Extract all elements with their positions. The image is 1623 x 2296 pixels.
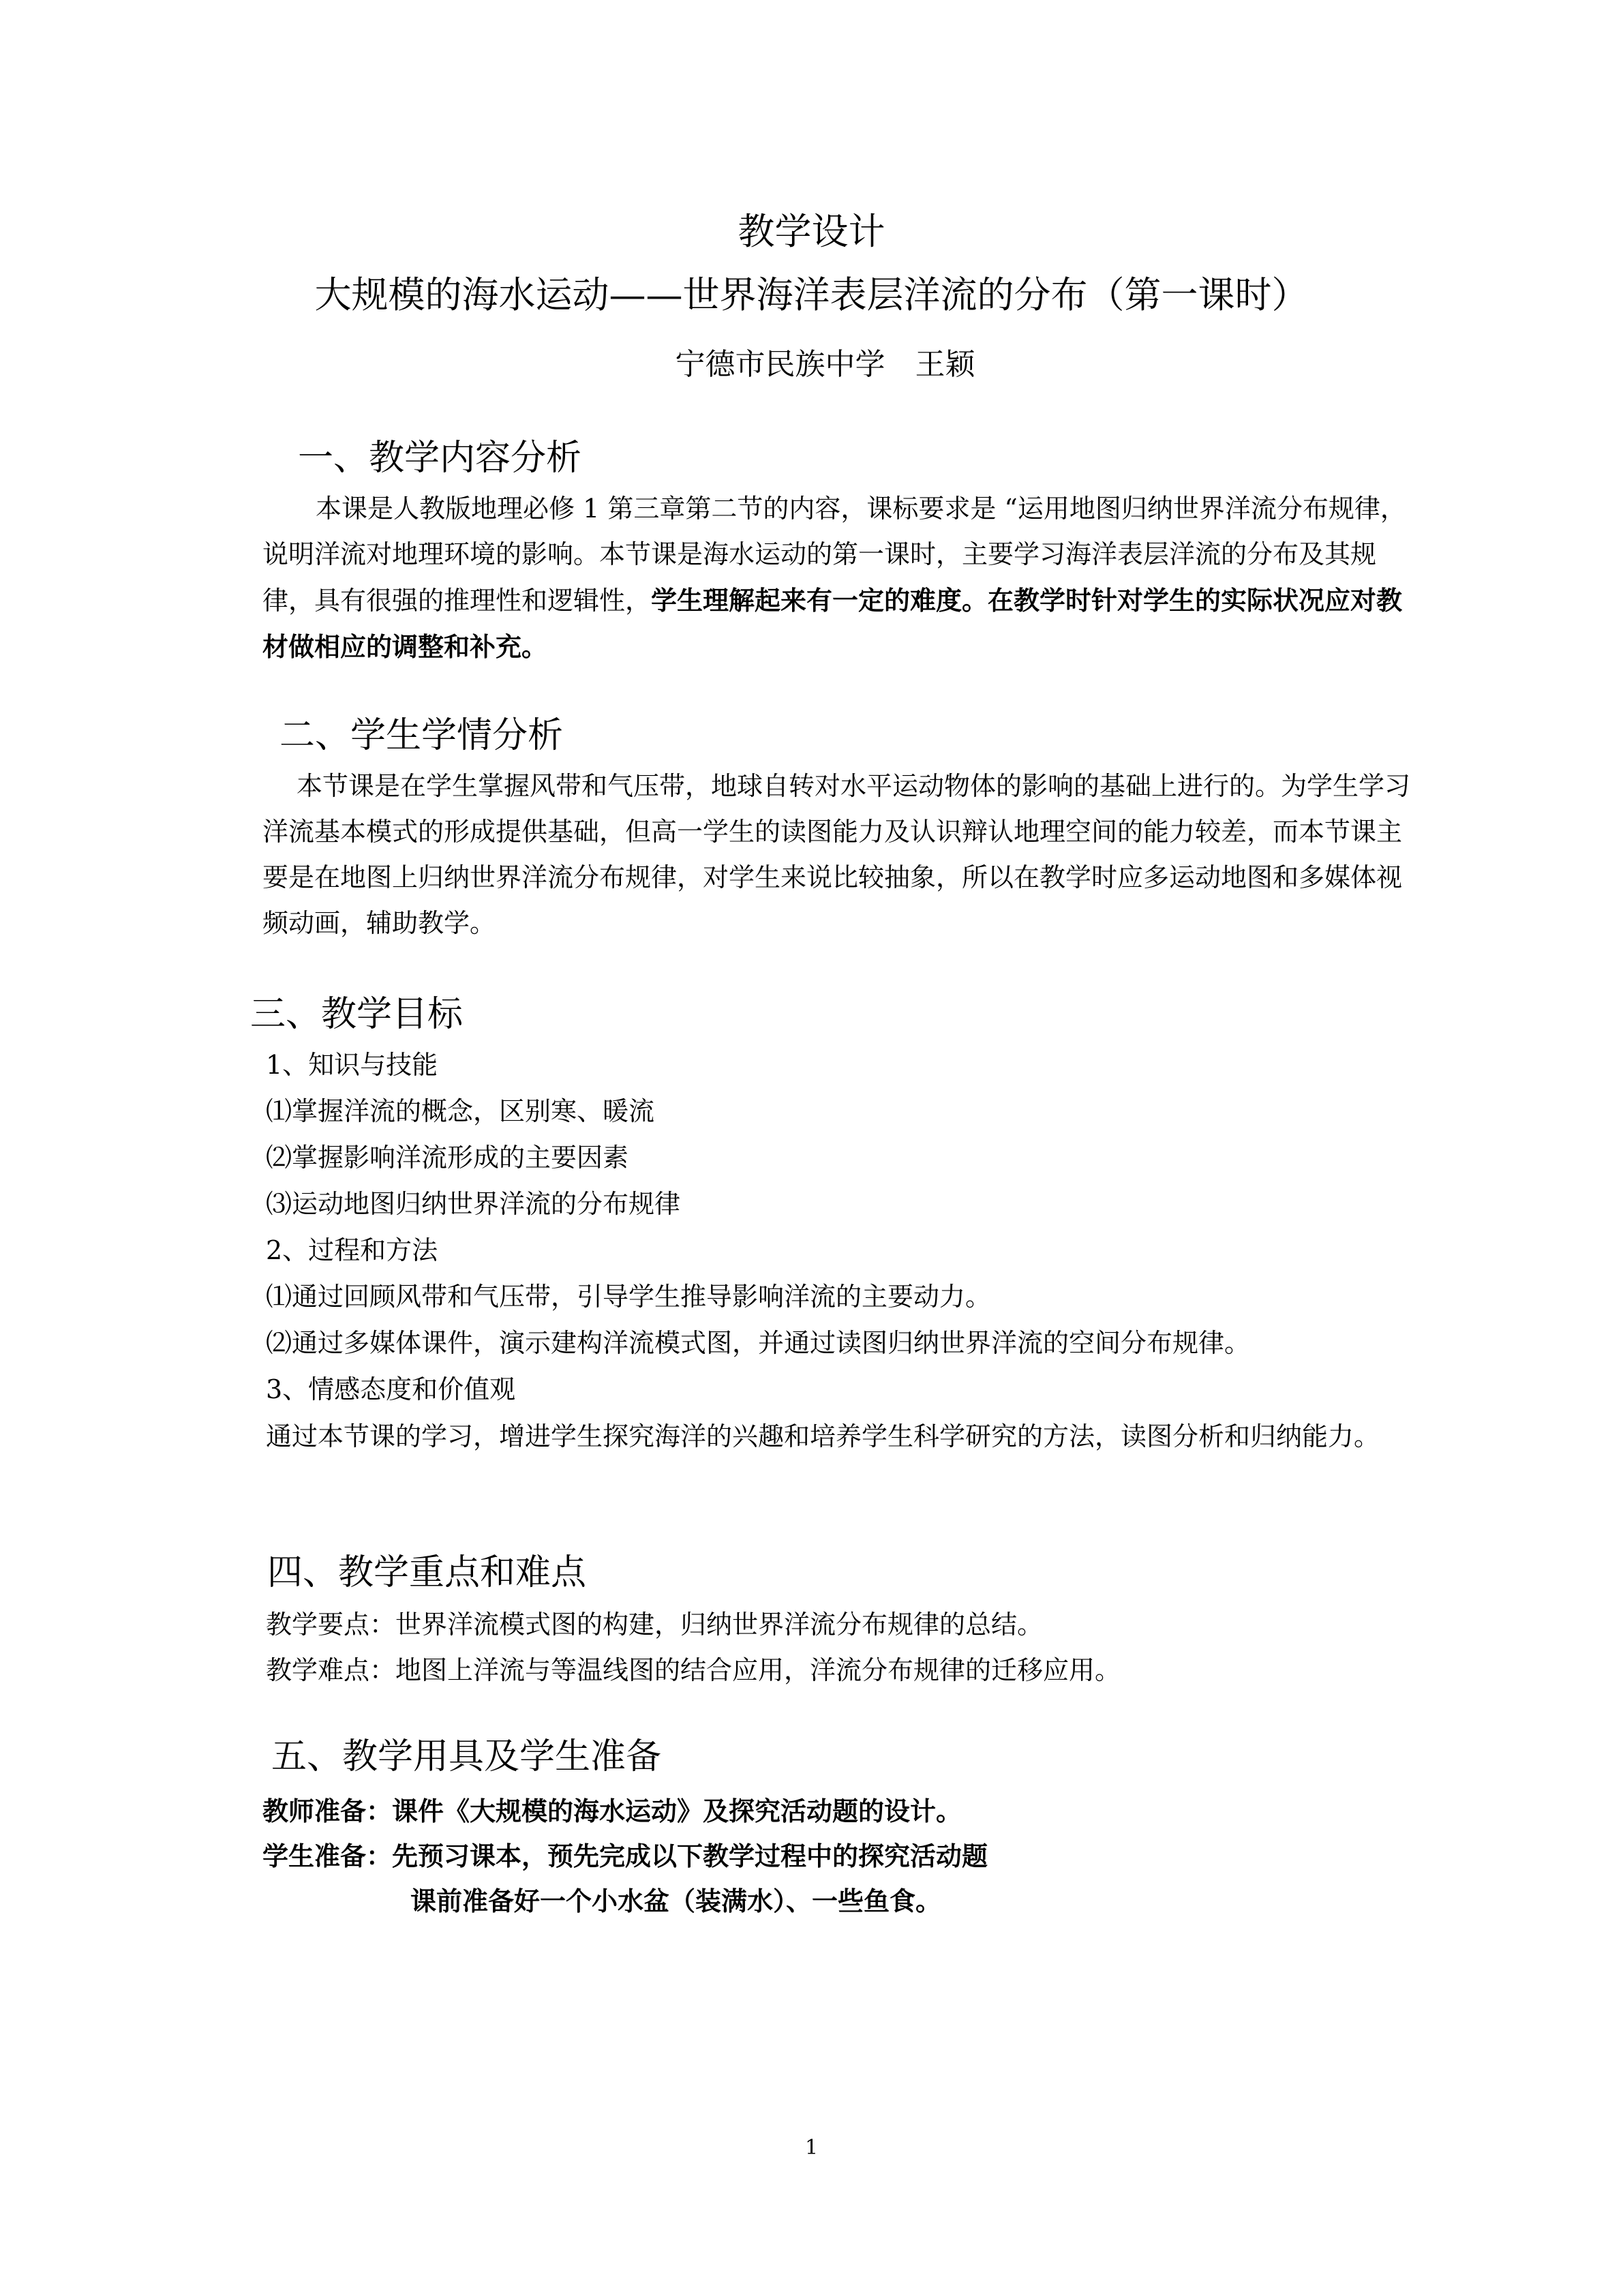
- section3-item1-2: ⑵掌握影响洋流形成的主要因素: [266, 1143, 629, 1173]
- section3-sub3: 3、情感态度和价值观: [266, 1374, 516, 1404]
- section2-heading: 二、学生学情分析: [279, 715, 564, 756]
- section3-item1-1: ⑴掌握洋流的概念，区别寒、暖流: [266, 1096, 655, 1126]
- doc-heading: 教学设计: [738, 210, 885, 253]
- section1-paragraph: [262, 486, 1414, 670]
- section3-sub2: 2、过程和方法: [266, 1235, 438, 1265]
- section3-item1-3: ⑶运动地图归纳世界洋流的分布规律: [266, 1189, 681, 1219]
- section3-sub1: 1、知识与技能: [266, 1050, 438, 1080]
- section5-teacher-prep: 教师准备：课件《大规模的海水运动》及探究活动题的设计。: [262, 1796, 962, 1826]
- section3-item2-2: ⑵通过多媒体课件，演示建构洋流模式图，并通过读图归纳世界洋流的空间分布规律。: [266, 1328, 1251, 1358]
- section5-student-prep-2: 课前准备好一个小水盆（装满水）、一些鱼食。: [410, 1886, 942, 1916]
- section3-paragraph: 通过本节课的学习，增进学生探究海洋的兴趣和培养学生科学研究的方法，读图分析和归纳能力。: [266, 1421, 1380, 1451]
- section4-key-point: 教学要点：世界洋流模式图的构建，归纳世界洋流分布规律的总结。: [266, 1610, 1044, 1640]
- page-number: 1: [804, 2136, 819, 2160]
- section1-heading: 一、教学内容分析: [298, 438, 582, 479]
- section4-difficulty: 教学难点：地图上洋流与等温线图的结合应用，洋流分布规律的迁移应用。: [266, 1655, 1121, 1685]
- section5-heading: 五、教学用具及学生准备: [271, 1736, 662, 1777]
- doc-title: 大规模的海水运动——世界海洋表层洋流的分布（第一课时）: [314, 273, 1309, 316]
- section1-text: 本课是人教版地理必修 1 第三章第二节的内容，课标要求是 “运用地图归纳世界洋流分布规律，说明洋流对地理环境的影响。本节课是海水运动的第一课时，主要学习海洋表层洋流的分布及其规律，具有很强的推理性和逻辑性，: [262, 494, 1406, 616]
- section2-paragraph: 本节课是在学生掌握风带和气压带，地球自转对水平运动物体的影响的基础上进行的。为学生学习洋流基本模式的形成提供基础，但高一学生的读图能力及认识辩认地理空间的能力较差，而本节课主要是在地图上归纳世界洋流分布规律，对学生来说比较抽象，所以在教学时应多运动地图和多媒体视频动画，辅助教学。: [262, 771, 1411, 938]
- section4-heading: 四、教学重点和难点: [267, 1552, 587, 1593]
- section5-student-prep: 学生准备：先预习课本，预先完成以下教学过程中的探究活动题: [262, 1841, 988, 1871]
- doc-author: 宁德市民族中学 王颖: [675, 347, 975, 382]
- section1-text-bold: 学生理解起来有一定的难度。在教学时针对学生的实际状况应对教材做相应的调整和补充。: [262, 585, 1403, 662]
- section3-heading: 三、教学目标: [250, 994, 464, 1035]
- section3-item2-1: ⑴通过回顾风带和气压带，引导学生推导影响洋流的主要动力。: [266, 1282, 992, 1312]
